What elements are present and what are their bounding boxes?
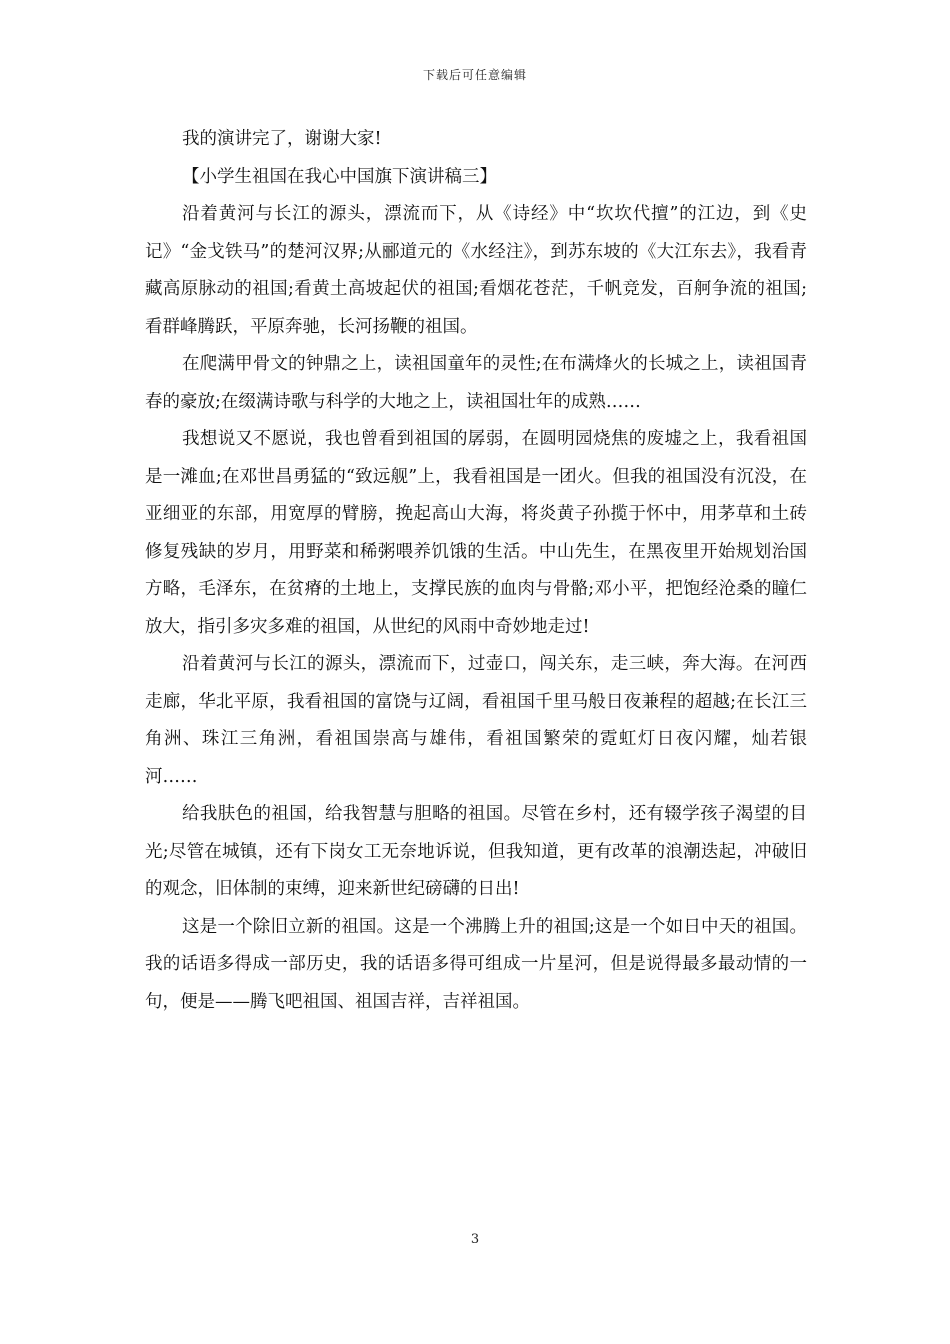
body-paragraph: 沿着黄河与长江的源头，漂流而下，从《诗经》中“坎坎代擅”的江边，到《史记》“金戈铁马”的楚河汉界;从郦道元的《水经注》，到苏东坡的《大江东去》，我看青藏高原脉动的祖国;看黄土高坡起伏的祖国;看烟花苍茫，千帆竞发，百舸争流的祖国;看群峰腾跃，平原奔驰，长河扬鞭的祖国。 [145, 204, 807, 337]
body-paragraph: 给我肤色的祖国，给我智慧与胆略的祖国。尽管在乡村，还有辍学孩子渴望的目光;尽管在城镇，还有下岗女工无奈地诉说，但我知道，更有改革的浪潮迭起，冲破旧的观念，旧体制的束缚，迎来新世纪磅礴的日出! [145, 804, 807, 899]
page-number: 3 [470, 1232, 480, 1247]
body-paragraph: 这是一个除旧立新的祖国。这是一个沸腾上升的祖国;这是一个如日中天的祖国。我的话语多得成一部历史，我的话语多得可组成一片星河，但是说得最多最动情的一句，便是——腾飞吧祖国、祖国吉祥，吉祥祖国。 [145, 916, 807, 1012]
body-paragraph: 沿着黄河与长江的源头，漂流而下，过壶口，闯关东，走三峡，奔大海。在河西走廊，华北平原，我看祖国的富饶与辽阔，看祖国千里马般日夜兼程的超越;在长江三角洲、珠江三角洲，看祖国崇高与雄伟，看祖国繁荣的霓虹灯日夜闪耀，灿若银河…… [145, 654, 807, 787]
section-title: 【小学生祖国在我心中国旗下演讲稿三】 [182, 166, 497, 187]
page-header: 下载后可任意编辑 [422, 68, 527, 82]
document-body [145, 121, 807, 1021]
body-paragraph: 我想说又不愿说，我也曾看到祖国的孱弱，在圆明园烧焦的废墟之上，我看祖国是一滩血;在邓世昌勇猛的“致远舰”上，我看祖国是一团火。但我的祖国没有沉没，在亚细亚的东部，用宽厚的臂膀，挽起高山大海，将炎黄子孙揽于怀中，用茅草和土砖修复残缺的岁月，用野菜和稀粥喂养饥饿的生活。中山先生，在黑夜里开始规划治国方略，毛泽东，在贫瘠的土地上，支撑民族的血肉与骨骼;邓小平，把饱经沧桑的瞳仁放大，指引多灾多难的祖国，从世纪的风雨中奇妙地走过! [145, 429, 807, 637]
body-paragraph: 在爬满甲骨文的钟鼎之上，读祖国童年的灵性;在布满烽火的长城之上，读祖国青春的豪放;在缀满诗歌与科学的大地之上，读祖国壮年的成熟…… [145, 354, 807, 412]
closing-line: 我的演讲完了，谢谢大家! [182, 129, 382, 149]
